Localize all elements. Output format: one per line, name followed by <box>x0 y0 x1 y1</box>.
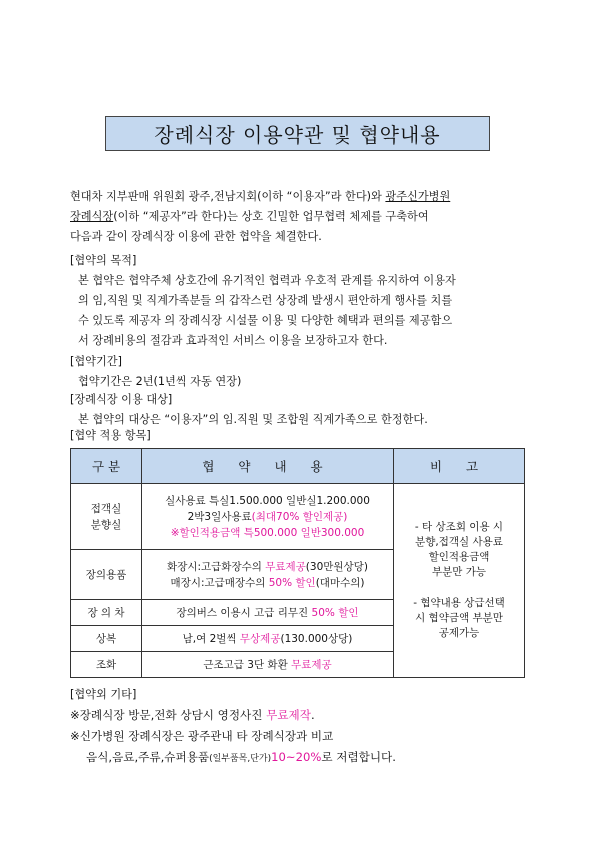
purpose-section: [협약의 목적] 본 협약은 협약주체 상호간에 유기적인 협력과 우호적 관계를 유지하여 이용자 의 임,직원 및 직계가족분들 의 갑작스런 상장례 발생시 편안하게 행사를 치를 수 있도록 제공자 의 장례식장 시설물 이용 및 다양한 혜택과 편의를 제공함으 서 장례비용의 절감과 효과적인 서비스 이용을 보장하고자 한다. <box>70 251 525 351</box>
other-heading: [협약외 기타] <box>70 688 137 701</box>
row-label-line: 접객실 <box>90 502 122 515</box>
row-label <box>71 484 142 550</box>
header-remarks: 비 고 <box>394 449 525 484</box>
other-section: [협약외 기타] ※장례식장 방문,전화 상담시 영정사진 무료제작. ※신가병원 장례식장은 광주관내 타 장례식장과 비교 음식,음료,주류,슈퍼용품(일부품목,단가)10~20%로 저렴합니다. <box>70 684 525 770</box>
row-label-line: 분향실 <box>90 518 122 531</box>
purpose-heading: [협약의 목적] <box>70 254 137 267</box>
row-content: 화장시:고급화장수의 무료제공(30만원상당) 매장시:고급매장수의 50% 할인(대마수의) <box>142 550 394 600</box>
row-content: 근조고급 3단 화환 무료제공 <box>142 652 394 678</box>
period-heading: [협약기간] <box>70 355 122 368</box>
remarks-cell: - 타 상조회 이용 시 분향,접객실 사용료 할인적용금액 부분만 가능 - 협약내용 상급선택 시 협약금액 부분만 공제가능 <box>394 484 525 678</box>
items-heading: [협약 적용 항목] <box>70 429 151 442</box>
target-heading: [장례식장 이용 대상] <box>70 393 173 406</box>
header-content: 협 약 내 용 <box>142 449 394 484</box>
funeral-hall-name: 장례식장 <box>70 210 114 223</box>
period-section: [협약기간] 협약기간은 2년(1년씩 자동 연장) <box>70 352 525 392</box>
agreement-table <box>70 448 525 678</box>
row-content: 실사용료 특실1.500.000 일반실1.200.000 2박3일사용료(최대70% 할인제공) ※할인적용금액 특500.000 일반300.000 <box>142 484 394 550</box>
header-category: 구 분 <box>71 449 142 484</box>
row-content: 장의버스 이용시 고급 리무진 50% 할인 <box>142 600 394 626</box>
hospital-name: 광주신가병원 <box>385 190 451 203</box>
row-label: 장 의 차 <box>71 600 142 626</box>
row-label: 장의용품 <box>71 550 142 600</box>
target-section: [장례식장 이용 대상] 본 협약의 대상은 “이용자”의 임.직원 및 조합원 직계가족으로 한정한다. <box>70 390 525 430</box>
document-title: 장례식장 이용약관 및 협약내용 <box>105 116 490 151</box>
intro-paragraph: 현대차 지부판매 위원회 광주,전남지회(이하 “이용자”라 한다)와 광주신가병원 장례식장(이하 “제공자”라 한다)는 상호 긴밀한 업무협력 체제를 구축하여 다음과 같이 장례식장 이용에 관한 협약을 체결한다. <box>70 190 451 243</box>
row-content: 남,여 2벌씩 무상제공(130.000상당) <box>142 626 394 652</box>
table-row <box>71 484 525 550</box>
row-label: 상복 <box>71 626 142 652</box>
row-label: 조화 <box>71 652 142 678</box>
table-header-row <box>71 449 525 484</box>
